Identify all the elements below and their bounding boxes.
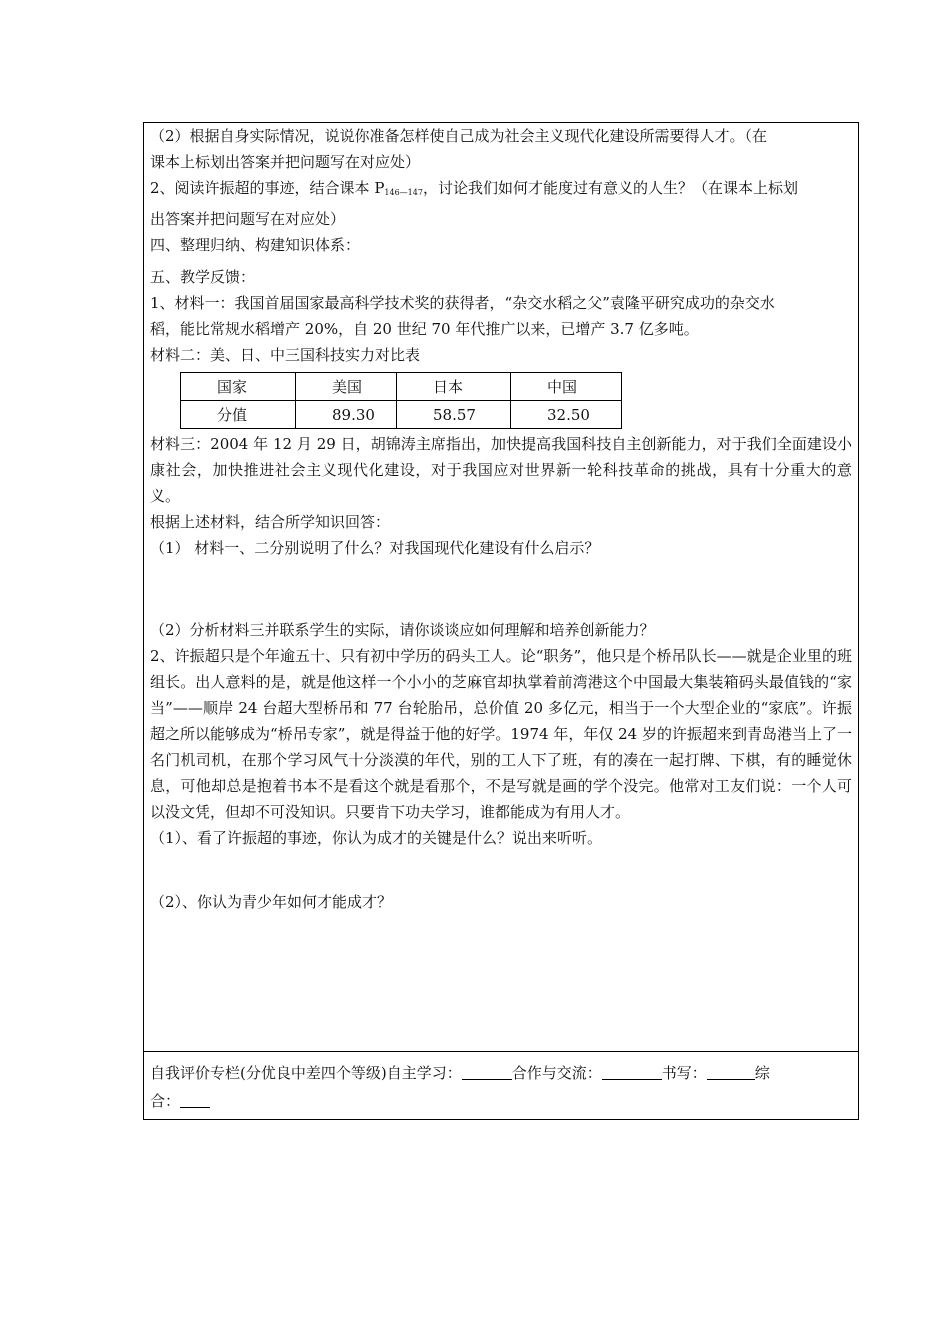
story-paragraph: 2、许振超只是个年逾五十、只有初中学历的码头工人。论“职务”，他只是个桥吊队长——就是企业里的班组长。出人意料的是，就是他这样一个小小的芝麻官却执掌着前湾港这个中国最大集装箱码头最值钱的“家当”——顺岸 24 台超大型桥吊和 77 台轮胎吊，总价值 20 多亿元，相当于一个大型企业的“家底”。许振超之所以能够成为“桥吊专家”，就是得益于他的好学。1974 年，年仅 24 岁的许振超来到青岛港当上了一名门机司机，在那个学习风气十分淡漠的年代，别的工人下了班，有的凑在一起打牌、下棋，有的睡觉休息，可他却总是抱着书本不是看这个就是看那个，不是写就是画的学个没完。他常对工友们说：一个人可以没文凭，但却不可没知识。只要肯下功夫学习，谁都能成为有用人才。 — [150, 647, 852, 821]
table-cell: 中国 — [511, 373, 622, 401]
instruction-line: 根据上述材料，结合所学知识回答： — [150, 513, 391, 531]
table-cell: 89.30 — [296, 401, 397, 429]
story-question-two: （2）、你认为青少年如何才能成才？ — [150, 893, 393, 911]
section-divider — [144, 1051, 858, 1052]
table-cell: 美国 — [296, 373, 397, 401]
question-line-3-end: ，讨论我们如何才能度过有意义的人生？（在课本上标划 — [422, 179, 798, 197]
table-header-row — [181, 373, 622, 401]
question-one: （1） 材料一、二分别说明了什么？对我国现代化建设有什么启示？ — [150, 539, 600, 557]
self-study-blank[interactable] — [462, 1063, 512, 1080]
self-evaluation-label: 自我评价专栏(分优良中差四个等级)自主学习： — [150, 1064, 462, 1082]
material-one-line-2: 稻，能比常规水稻增产 20%，自 20 世纪 70 年代推广以来，已增产 3.7 亿多吨。 — [150, 320, 699, 338]
cooperation-blank[interactable] — [602, 1063, 662, 1080]
self-evaluation-line — [150, 1059, 852, 1087]
writing-label: 书写： — [661, 1064, 707, 1082]
overall-line — [150, 1087, 852, 1115]
question-line-4: 出答案并把问题写在对应处） — [150, 210, 346, 228]
table-cell: 国家 — [181, 373, 296, 401]
section-five-heading: 五、教学反馈： — [150, 268, 256, 286]
overall-blank[interactable] — [180, 1091, 210, 1108]
material-one-line-1: 1、材料一：我国首届国家最高科学技术奖的获得者，“杂交水稻之父”袁隆平研究成功的杂交水 — [150, 294, 775, 312]
writing-blank[interactable] — [707, 1063, 755, 1080]
worksheet-body — [150, 123, 852, 915]
section-four-heading: 四、整理归纳、构建知识体系： — [150, 236, 361, 254]
question-line-1: （2）根据自身实际情况，说说你准备怎样使自己成为社会主义现代化建设所需要得人才。（在 — [150, 127, 768, 145]
question-two: （2）分析材料三并联系学生的实际，请你谈谈应如何理解和培养创新能力？ — [150, 621, 655, 639]
question-line-2: 课本上标划出答案并把问题写在对应处） — [150, 153, 421, 171]
table-cell: 58.57 — [397, 401, 511, 429]
material-three-paragraph: 材料三：2004 年 12 月 29 日，胡锦涛主席指出，加快提高我国科技自主创新能力，对于我们全面建设小康社会，加快推进社会主义现代化建设，对于我国应对世界新一轮科技革命的挑战，具有十分重大的意义。 — [150, 435, 852, 505]
table-cell: 32.50 — [511, 401, 622, 429]
self-evaluation-footer — [150, 1059, 852, 1115]
page-range-subscript: 146—147 — [384, 188, 423, 197]
overall-label-start: 综 — [754, 1064, 770, 1082]
material-two-title: 材料二：美、日、中三国科技实力对比表 — [150, 346, 421, 364]
comparison-table — [180, 372, 622, 429]
question-line-3-start: 2、阅读许振超的事迹，结合课本 P — [150, 179, 385, 197]
table-row — [181, 401, 622, 429]
story-question-one: （1）、看了许振超的事迹，你认为成才的关键是什么？说出来听听。 — [150, 829, 603, 847]
table-cell: 分值 — [181, 401, 296, 429]
worksheet-frame — [143, 122, 859, 1120]
question-line-3 — [150, 175, 852, 206]
cooperation-label: 合作与交流： — [511, 1064, 602, 1082]
table-cell: 日本 — [397, 373, 511, 401]
overall-label-end: 合： — [150, 1092, 181, 1110]
